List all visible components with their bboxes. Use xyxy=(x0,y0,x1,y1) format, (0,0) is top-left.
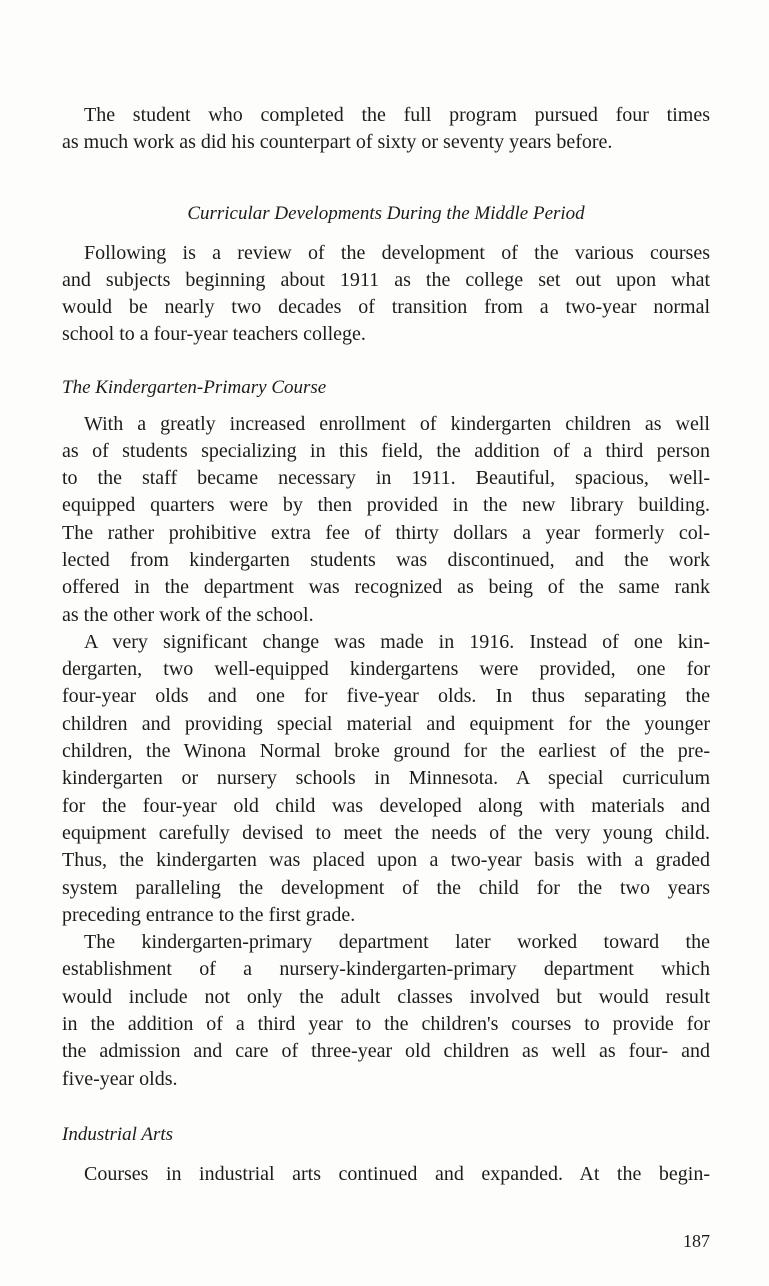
text-line: as much work as did his counterpart of sixty or seventy years before. xyxy=(62,130,613,153)
text-line: offered in the department was recognized as being of the same rank xyxy=(62,576,710,599)
text-line: The student who completed the full program pursued four times xyxy=(84,103,710,126)
text-line: in the addition of a third year to the children's courses to provide for xyxy=(62,1013,710,1036)
paragraph-nursery xyxy=(62,929,710,1093)
paragraph-enrollment xyxy=(62,411,710,629)
text-line: would include not only the adult classes involved but would result xyxy=(62,985,710,1008)
text-line: school to a four-year teachers college. xyxy=(62,323,366,346)
text-line: The kindergarten-primary department later worked toward the xyxy=(84,931,710,954)
text-line: A very significant change was made in 1916. Instead of one kin- xyxy=(84,630,710,653)
paragraph-body xyxy=(62,411,710,1093)
text-line: four-year olds and one for five-year olds. In thus separating the xyxy=(62,685,710,708)
text-line: to the staff became necessary in 1911. Beautiful, spacious, well- xyxy=(62,467,710,490)
text-line: children, the Winona Normal broke ground for the earliest of the pre- xyxy=(62,740,710,763)
text-line: as of students specializing in this field, the addition of a third person xyxy=(62,439,710,462)
text-line: equipped quarters were by then provided in the new library building. xyxy=(62,494,710,517)
text-line: Following is a review of the development of the various courses xyxy=(84,241,710,264)
text-line: for the four-year old child was developed along with materials and xyxy=(62,794,710,817)
text-line: the admission and care of three-year old children as well as four- and xyxy=(62,1040,710,1063)
subheading-industrial-arts: Industrial Arts xyxy=(62,1123,174,1145)
text-line: lected from kindergarten students was discontinued, and the work xyxy=(62,548,710,571)
text-line: Thus, the kindergarten was placed upon a two-year basis with a graded xyxy=(62,849,710,872)
text-line: preceding entrance to the first grade. xyxy=(62,903,356,926)
text-line: would be nearly two decades of transition from a two-year normal xyxy=(62,296,710,319)
paragraph-industrial-arts xyxy=(62,1161,710,1188)
text-line: The rather prohibitive extra fee of thirty dollars a year formerly col- xyxy=(62,521,710,544)
text-line: establishment of a nursery-kindergarten-primary department which xyxy=(62,958,710,981)
text-line: system paralleling the development of the child for the two years xyxy=(62,876,710,899)
text-line: children and providing special material and equipment for the younger xyxy=(62,712,710,735)
section-heading: Curricular Developments During the Middle Period xyxy=(187,203,585,224)
text-line: and subjects beginning about 1911 as the college set out upon what xyxy=(62,268,710,291)
subheading-kindergarten-primary: The Kindergarten-Primary Course xyxy=(62,376,327,398)
text-line: With a greatly increased enrollment of kindergarten children as well xyxy=(84,412,710,435)
text-line: five-year olds. xyxy=(62,1067,178,1090)
paragraph-1916-change xyxy=(62,629,710,929)
text-line: Courses in industrial arts continued and expanded. At the begin- xyxy=(84,1162,710,1185)
text-line: kindergarten or nursery schools in Minnesota. A special curriculum xyxy=(62,767,710,790)
text-line: equipment carefully devised to meet the needs of the very young child. xyxy=(62,821,710,844)
paragraph-review xyxy=(62,240,710,349)
text-line: dergarten, two well-equipped kindergartens were provided, one for xyxy=(62,658,710,681)
text-line: as the other work of the school. xyxy=(62,603,314,626)
paragraph-intro xyxy=(62,102,710,157)
page-number: 187 xyxy=(683,1231,710,1251)
